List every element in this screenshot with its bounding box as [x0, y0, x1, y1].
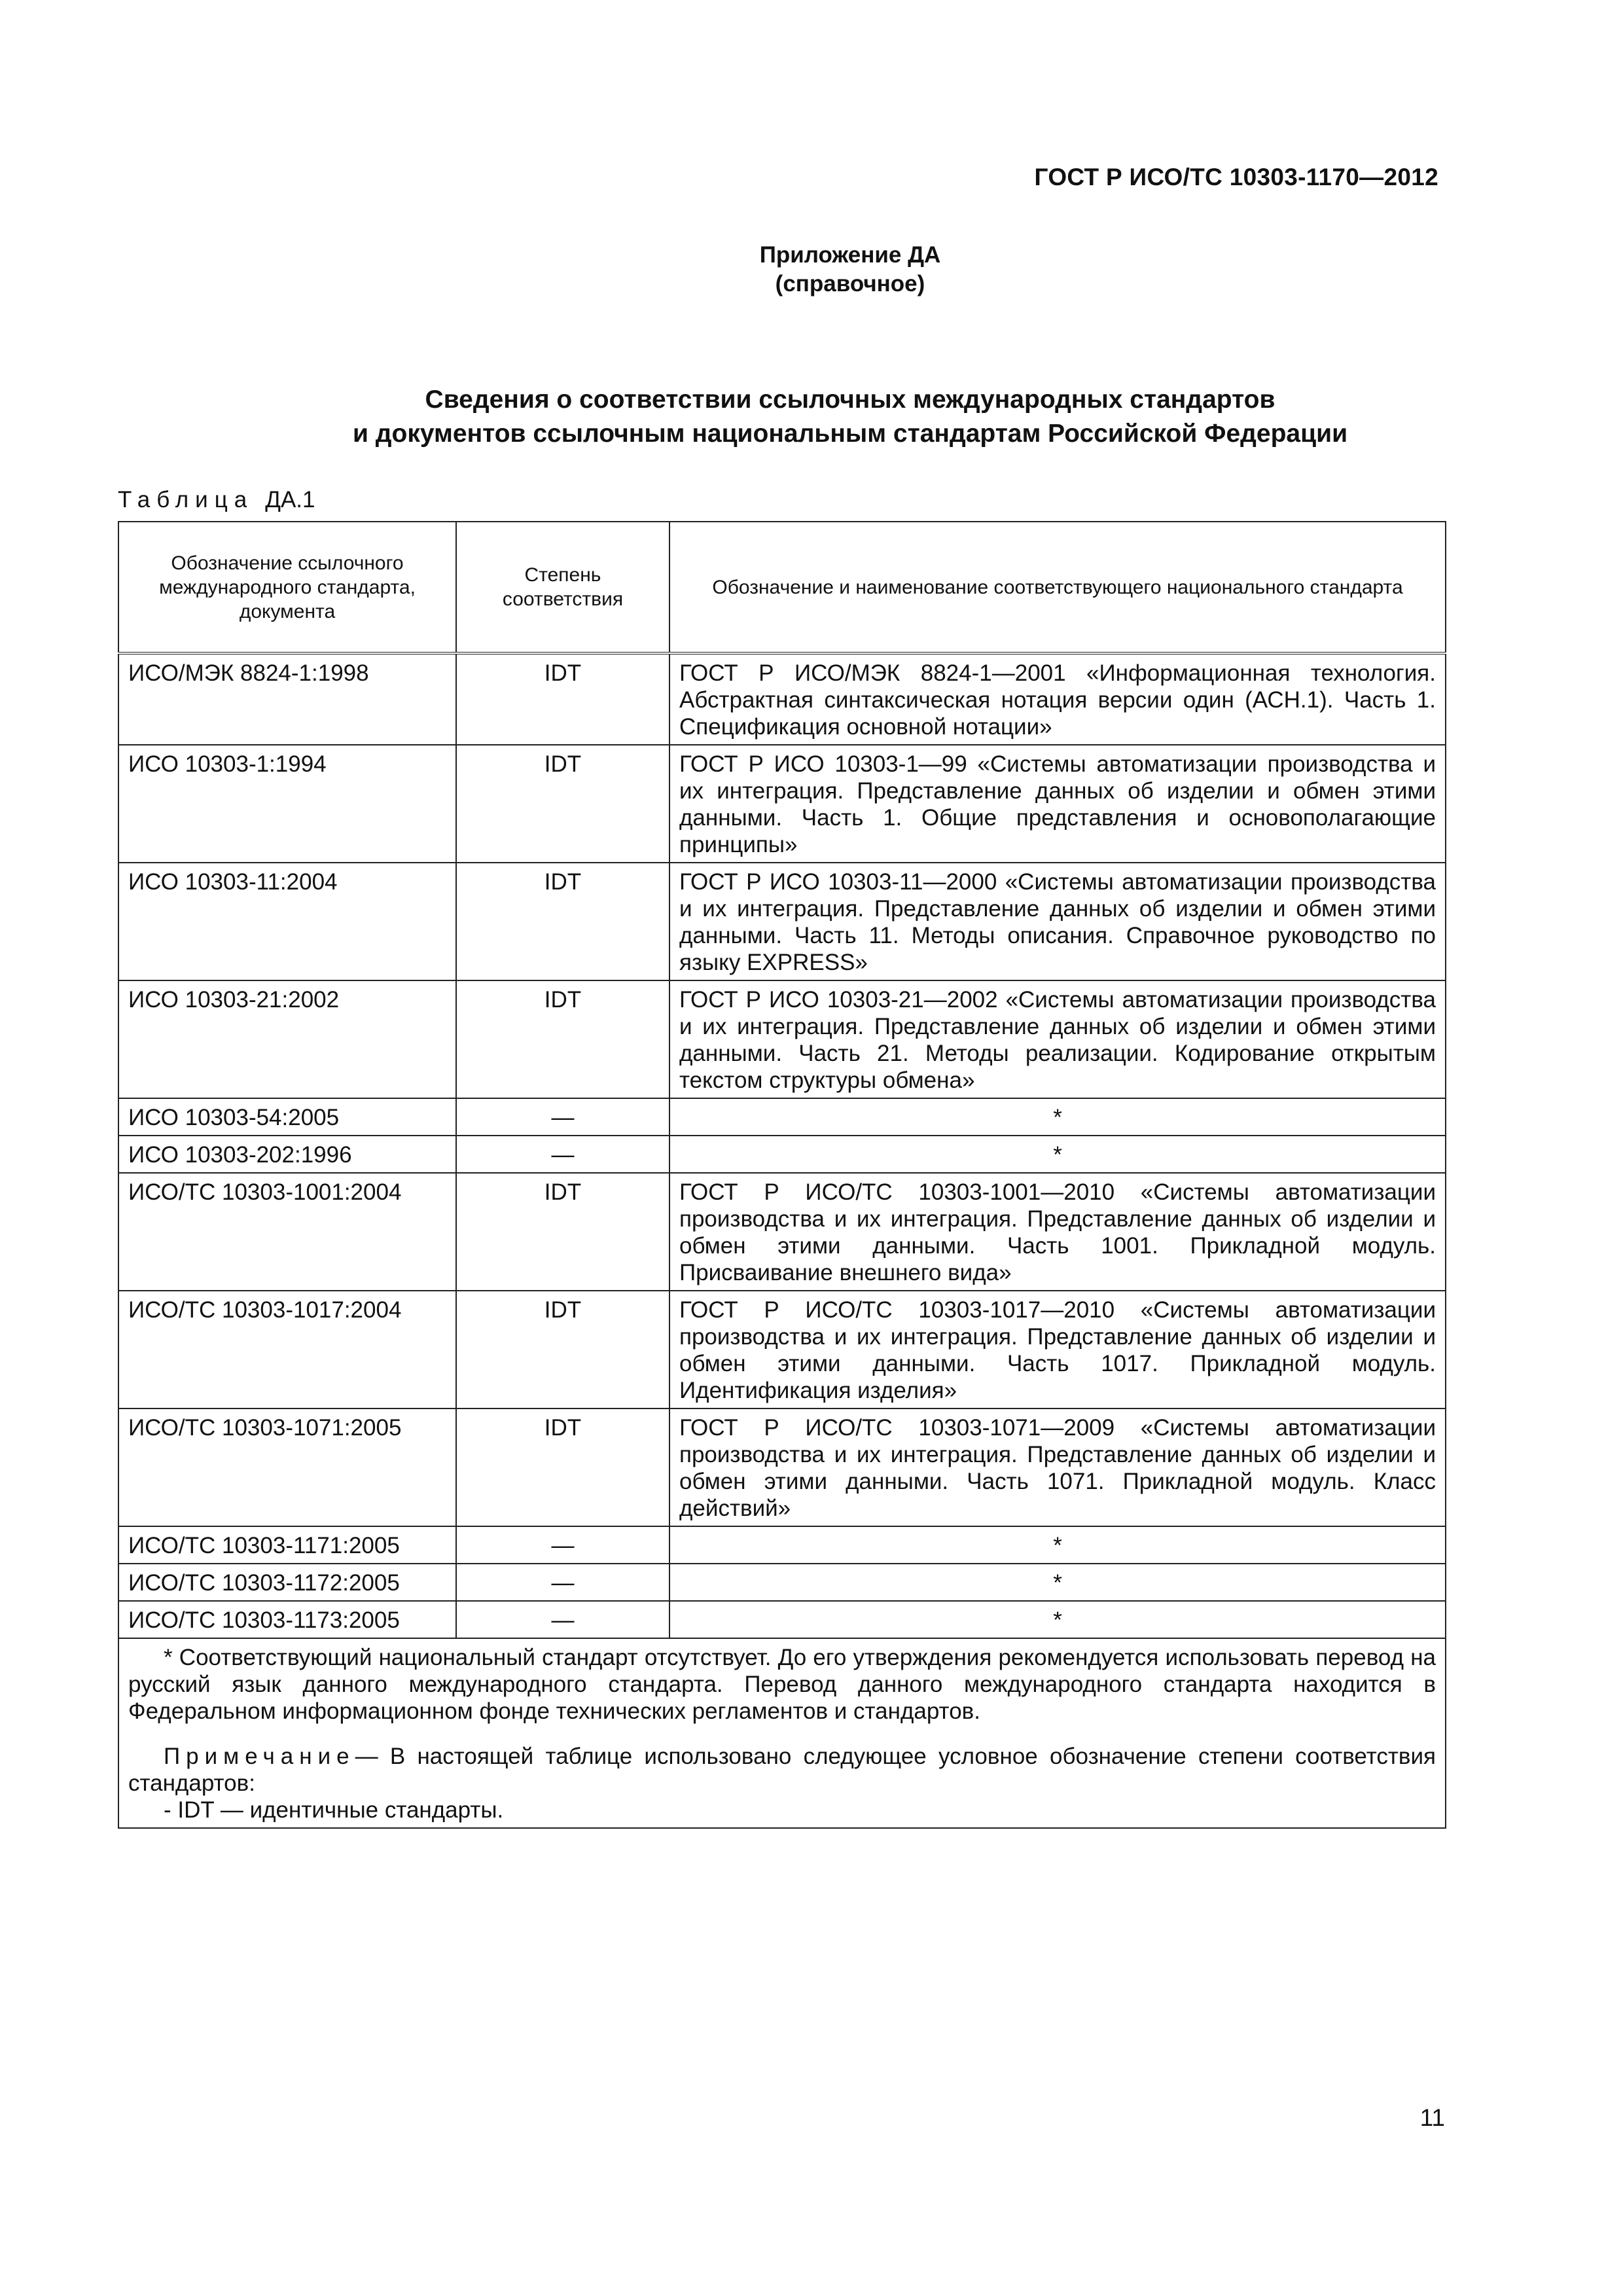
section-title-line-2: и документов ссылочным национальным стандартам Российской Федерации [352, 420, 1348, 448]
document-code: ГОСТ Р ИСО/ТС 10303-1170—2012 [1034, 164, 1438, 190]
table-row [118, 745, 1446, 863]
cell-degree: — [456, 1601, 669, 1638]
footnote-text: * Соответствующий национальный стандарт отсутствует. До его утверждения рекомендуется использовать перевод на русский язык данного международного стандарта. Перевод данного международного стандарта находится в Федеральном информационном фонде технических регламентов и стандартов. [128, 1645, 1436, 1724]
table-row [118, 1526, 1446, 1564]
cell-name: * [669, 1526, 1446, 1564]
cell-degree: — [456, 1136, 669, 1173]
section-title [0, 383, 1623, 451]
table-footnote [118, 1638, 1446, 1828]
cell-name: * [669, 1564, 1446, 1601]
cell-degree: IDT [456, 863, 669, 980]
cell-degree: — [456, 1098, 669, 1136]
cell-degree: IDT [456, 745, 669, 863]
table-row [118, 1136, 1446, 1173]
reference-standards-table [118, 521, 1446, 1829]
table-row [118, 1098, 1446, 1136]
cell-code: ИСО/ТС 10303-1172:2005 [118, 1564, 456, 1601]
table-row [118, 980, 1446, 1098]
table-row [118, 1173, 1446, 1291]
cell-name: ГОСТ Р ИСО/МЭК 8824-1—2001 «Информационная технология. Абстрактная синтаксическая нотация версии один (АСН.1). Часть 1. Спецификация основной нотации» [669, 653, 1446, 745]
cell-degree: IDT [456, 1408, 669, 1526]
appendix-type: (справочное) [775, 271, 925, 296]
appendix-title: Приложение ДА [759, 242, 941, 268]
cell-code: ИСО/МЭК 8824-1:1998 [118, 653, 456, 745]
table-row [118, 863, 1446, 980]
cell-name: ГОСТ Р ИСО/ТС 10303-1001—2010 «Системы автоматизации производства и их интеграция. Представление данных об изделии и обмен этими данными. Часть 1001. Прикладной модуль. Присваивание внешнего вида» [669, 1173, 1446, 1291]
cell-degree: IDT [456, 653, 669, 745]
cell-degree: IDT [456, 1291, 669, 1408]
cell-code: ИСО/ТС 10303-1071:2005 [118, 1408, 456, 1526]
table-row [118, 1601, 1446, 1638]
note-text [128, 1743, 1436, 1797]
note-body: — В настоящей таблице использовано следующее условное обозначение степени соответствия стандартов: [128, 1744, 1436, 1796]
cell-degree: IDT [456, 980, 669, 1098]
table-row [118, 1291, 1446, 1408]
section-title-line-1: Сведения о соответствии ссылочных международных стандартов [425, 386, 1275, 414]
cell-code: ИСО 10303-202:1996 [118, 1136, 456, 1173]
appendix-heading [0, 241, 1623, 298]
cell-degree: — [456, 1564, 669, 1601]
note-label: Примечание [164, 1744, 355, 1769]
cell-code: ИСО/ТС 10303-1171:2005 [118, 1526, 456, 1564]
table-caption [118, 487, 315, 513]
cell-code: ИСО 10303-1:1994 [118, 745, 456, 863]
cell-name: * [669, 1136, 1446, 1173]
table-row [118, 653, 1446, 745]
cell-degree: IDT [456, 1173, 669, 1291]
cell-name: ГОСТ Р ИСО 10303-11—2000 «Системы автоматизации производства и их интеграция. Представление данных об изделии и обмен этими данными. Часть 11. Методы описания. Справочное руководство по языку EXPRESS» [669, 863, 1446, 980]
cell-name: ГОСТ Р ИСО/ТС 10303-1071—2009 «Системы автоматизации производства и их интеграция. Представление данных об изделии и обмен этими данными. Часть 1071. Прикладной модуль. Класс действий» [669, 1408, 1446, 1526]
header-name: Обозначение и наименование соответствующего национального стандарта [669, 522, 1446, 653]
cell-name: * [669, 1601, 1446, 1638]
table-caption-word: Таблица [118, 487, 254, 512]
cell-code: ИСО 10303-21:2002 [118, 980, 456, 1098]
cell-degree: — [456, 1526, 669, 1564]
table-header-row [118, 522, 1446, 653]
cell-code: ИСО/ТС 10303-1017:2004 [118, 1291, 456, 1408]
header-degree: Степень соответствия [456, 522, 669, 653]
cell-name: ГОСТ Р ИСО 10303-21—2002 «Системы автоматизации производства и их интеграция. Представление данных об изделии и обмен этими данными. Часть 21. Методы реализации. Кодирование открытым текстом структуры обмена» [669, 980, 1446, 1098]
cell-code: ИСО/ТС 10303-1001:2004 [118, 1173, 456, 1291]
header-code: Обозначение ссылочного международного стандарта, документа [118, 522, 456, 653]
table-footnote-row [118, 1638, 1446, 1828]
note-item: - IDT — идентичные стандарты. [164, 1797, 504, 1823]
cell-name: * [669, 1098, 1446, 1136]
table-caption-id: ДА.1 [265, 487, 315, 512]
cell-name: ГОСТ Р ИСО 10303-1—99 «Системы автоматизации производства и их интеграция. Представление данных об изделии и обмен этими данными. Часть 1. Общие представления и основополагающие принципы» [669, 745, 1446, 863]
table-row [118, 1564, 1446, 1601]
cell-code: ИСО/ТС 10303-1173:2005 [118, 1601, 456, 1638]
cell-code: ИСО 10303-11:2004 [118, 863, 456, 980]
page-number: 11 [1419, 2104, 1445, 2131]
cell-name: ГОСТ Р ИСО/ТС 10303-1017—2010 «Системы автоматизации производства и их интеграция. Представление данных об изделии и обмен этими данными. Часть 1017. Прикладной модуль. Идентификация изделия» [669, 1291, 1446, 1408]
table-row [118, 1408, 1446, 1526]
cell-code: ИСО 10303-54:2005 [118, 1098, 456, 1136]
